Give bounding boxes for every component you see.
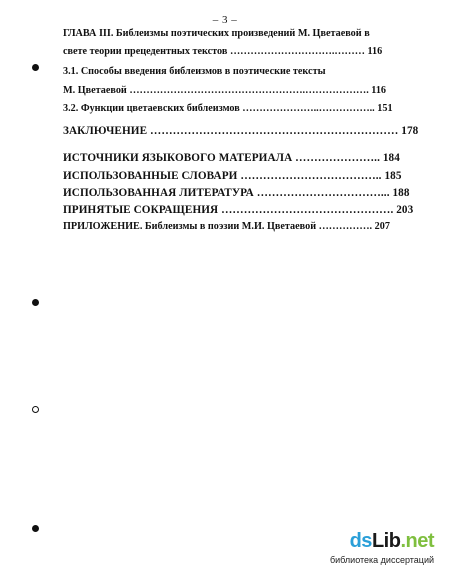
- binding-hole: [32, 406, 39, 413]
- binding-hole: [32, 525, 39, 532]
- toc-entry-section-3-2: 3.2. Функции цветаевских библеизмов …………………..…………….. 151: [63, 103, 393, 114]
- toc-entry-chapter-3-title-cont: свете теории прецедентных текстов ………………………….……… 116: [63, 46, 383, 57]
- watermark-logo: [322, 531, 434, 571]
- toc-entry-literature: ИСПОЛЬЗОВАННАЯ ЛИТЕРАТУРА ……………………………... 188: [63, 187, 410, 199]
- binding-hole: [32, 299, 39, 306]
- toc-entry-appendix: ПРИЛОЖЕНИЕ. Библеизмы в поэзии М.И. Цветаевой ……………. 207: [63, 221, 390, 232]
- binding-hole: [32, 64, 39, 71]
- toc-entry-chapter-3-title: ГЛАВА III. Библеизмы поэтических произведений М. Цветаевой в: [63, 28, 370, 39]
- watermark-brand: dsLib.net: [349, 530, 434, 552]
- toc-entry-section-3-1-cont: М. Цветаевой …………………………………………….………………. 116: [63, 85, 387, 96]
- toc-entry-section-3-1: 3.1. Способы введения библеизмов в поэтические тексты: [63, 66, 326, 77]
- toc-entry-dictionaries: ИСПОЛЬЗОВАННЫЕ СЛОВАРИ ……………………………….. 185: [63, 170, 402, 182]
- page-number: – 3 –: [212, 14, 238, 26]
- watermark-subtitle: библиотека диссертаций: [329, 555, 434, 565]
- toc-entry-conclusion: ЗАКЛЮЧЕНИЕ ………………………………………………………… 178: [63, 125, 419, 137]
- toc-entry-language-sources: ИСТОЧНИКИ ЯЗЫКОВОГО МАТЕРИАЛА ………………….. 184: [63, 152, 400, 164]
- toc-entry-abbreviations: ПРИНЯТЫЕ СОКРАЩЕНИЯ ………………………………………. 203: [63, 204, 414, 216]
